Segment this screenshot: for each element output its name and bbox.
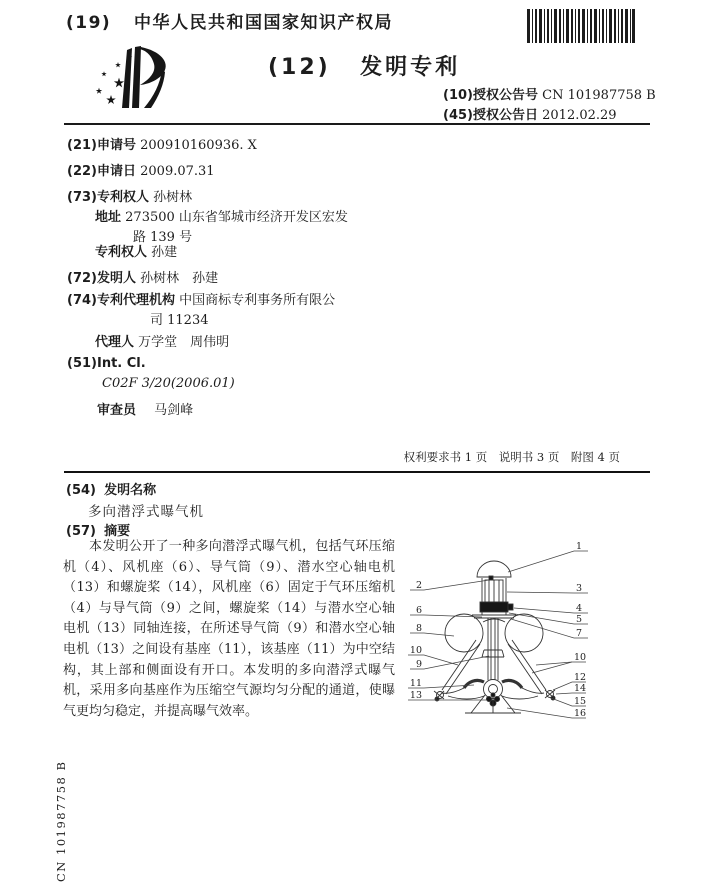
callout-label: 11 bbox=[409, 678, 422, 689]
doc-type-label: 发明专利 bbox=[360, 55, 461, 80]
pub-date-num: (45) bbox=[443, 108, 473, 123]
sidebar-document-number: CN 101987758 B bbox=[54, 760, 68, 882]
callout-label: 4 bbox=[576, 603, 583, 614]
dome-float bbox=[477, 561, 511, 577]
field-label: 专利权人 bbox=[96, 190, 149, 205]
barcode-icon bbox=[527, 9, 635, 45]
field-value: 200910160936. X bbox=[140, 138, 257, 153]
float-right bbox=[505, 614, 543, 652]
aerator-drawing bbox=[434, 561, 555, 713]
office-name: 中华人民共和国国家知识产权局 bbox=[134, 13, 394, 33]
callout-label: 2 bbox=[415, 580, 422, 591]
section-num: (54) bbox=[66, 483, 96, 498]
field-label: Int. Cl. bbox=[96, 356, 146, 371]
inventor-line bbox=[67, 267, 218, 286]
field-value: 273500 山东省邹城市经济开发区宏发 bbox=[125, 210, 348, 225]
field-label: 审查员 bbox=[97, 403, 137, 418]
callout-label: 13 bbox=[409, 690, 422, 701]
field-label: 申请号 bbox=[96, 138, 136, 153]
callout-label: 6 bbox=[415, 605, 422, 616]
patentee-line bbox=[67, 186, 192, 205]
sipo-logo-icon bbox=[84, 44, 184, 126]
field-label: 专利权人 bbox=[95, 245, 148, 260]
callout-label: 9 bbox=[415, 659, 422, 670]
field-num: (22) bbox=[67, 164, 97, 179]
application-number-line bbox=[67, 134, 257, 153]
field-value: 孙建 bbox=[151, 245, 178, 260]
agency-line bbox=[67, 289, 335, 308]
office-num: (19) bbox=[66, 13, 112, 33]
publication-number-line bbox=[443, 84, 656, 103]
title-section-header bbox=[66, 479, 156, 498]
field-value: 万学堂 周伟明 bbox=[138, 335, 230, 350]
section-num: (57) bbox=[66, 524, 96, 539]
field-num: (51) bbox=[67, 356, 97, 371]
address-line-2: 路 139 号 bbox=[133, 230, 193, 245]
ipc-class: C02F 3/20(2006.01) bbox=[102, 376, 235, 391]
callout-label: 7 bbox=[576, 628, 583, 639]
doc-type-num: (12) bbox=[268, 55, 331, 80]
callout-label: 8 bbox=[415, 623, 422, 634]
field-label: 申请日 bbox=[96, 164, 136, 179]
callout-label: 3 bbox=[576, 583, 583, 594]
section-label: 发明名称 bbox=[104, 483, 157, 498]
pages-note: 权利要求书 1 页 说明书 3 页 附图 4 页 bbox=[403, 450, 620, 464]
document-type-title bbox=[268, 50, 460, 81]
publication-date-line bbox=[443, 104, 617, 123]
callout-label: 15 bbox=[574, 696, 587, 707]
field-num: (21) bbox=[67, 138, 97, 153]
field-value: 孙树林 孙建 bbox=[140, 271, 219, 286]
filing-date-line bbox=[67, 160, 215, 179]
field-label: 发明人 bbox=[96, 271, 136, 286]
field-value: 2009.07.31 bbox=[140, 164, 215, 179]
float-left bbox=[445, 614, 483, 652]
callout-label: 14 bbox=[574, 683, 587, 694]
field-label: 代理人 bbox=[95, 335, 135, 350]
pub-number-value: CN 101987758 B bbox=[542, 88, 656, 103]
callout-label: 12 bbox=[574, 672, 587, 683]
field-value: 孙树林 bbox=[153, 190, 193, 205]
body-divider bbox=[64, 471, 650, 473]
office-line bbox=[66, 8, 393, 33]
pub-number-label: 授权公告号 bbox=[472, 88, 538, 103]
field-value: 中国商标专利事务所有限公 bbox=[179, 293, 336, 308]
agent-line bbox=[95, 331, 229, 350]
examiner-line bbox=[97, 399, 193, 418]
patent-figure bbox=[392, 532, 606, 740]
field-label: 专利代理机构 bbox=[96, 293, 175, 308]
invention-title: 多向潜浮式曝气机 bbox=[88, 504, 204, 520]
patentee-line-2 bbox=[95, 241, 177, 260]
section-label: 摘要 bbox=[104, 524, 131, 539]
agency-line-2: 司 11234 bbox=[150, 313, 209, 328]
callout-label: 1 bbox=[576, 541, 583, 552]
field-label: 地址 bbox=[95, 210, 122, 225]
pub-date-label: 授权公告日 bbox=[472, 108, 538, 123]
pub-date-value: 2012.02.29 bbox=[542, 108, 617, 123]
callout-label: 5 bbox=[576, 614, 583, 625]
field-value: 马剑峰 bbox=[154, 403, 194, 418]
field-num: (73) bbox=[67, 190, 97, 205]
callout-label: 10 bbox=[409, 645, 422, 656]
abstract-text: 本发明公开了一种多向潜浮式曝气机，包括气环压缩机（4）、风机座（6）、导气筒（9）、潜水空心轴电机（13）和螺旋桨（14），风机座（6）固定于气环压缩机（4）与导气筒（9）之间，螺旋桨（14）与潜水空心轴电机（13）同轴连接，在所述导气筒（9）和潜水空心轴电机（13）之间设有基座（11），该基座（11）为中空结构，其上部和侧面设有开口。本发明的多向潜浮式曝气机，采用多向基座作为压缩空气源均匀分配的通道，使曝气更均匀稳定，并提高曝气效率。 bbox=[63, 539, 395, 719]
pub-number-num: (10) bbox=[443, 88, 473, 103]
header-divider bbox=[64, 123, 650, 125]
callout-label: 10 bbox=[574, 652, 587, 663]
address-line bbox=[95, 206, 348, 225]
field-num: (74) bbox=[67, 293, 97, 308]
int-cl-line bbox=[67, 356, 146, 371]
field-num: (72) bbox=[67, 271, 97, 286]
callout-label: 16 bbox=[574, 708, 587, 719]
